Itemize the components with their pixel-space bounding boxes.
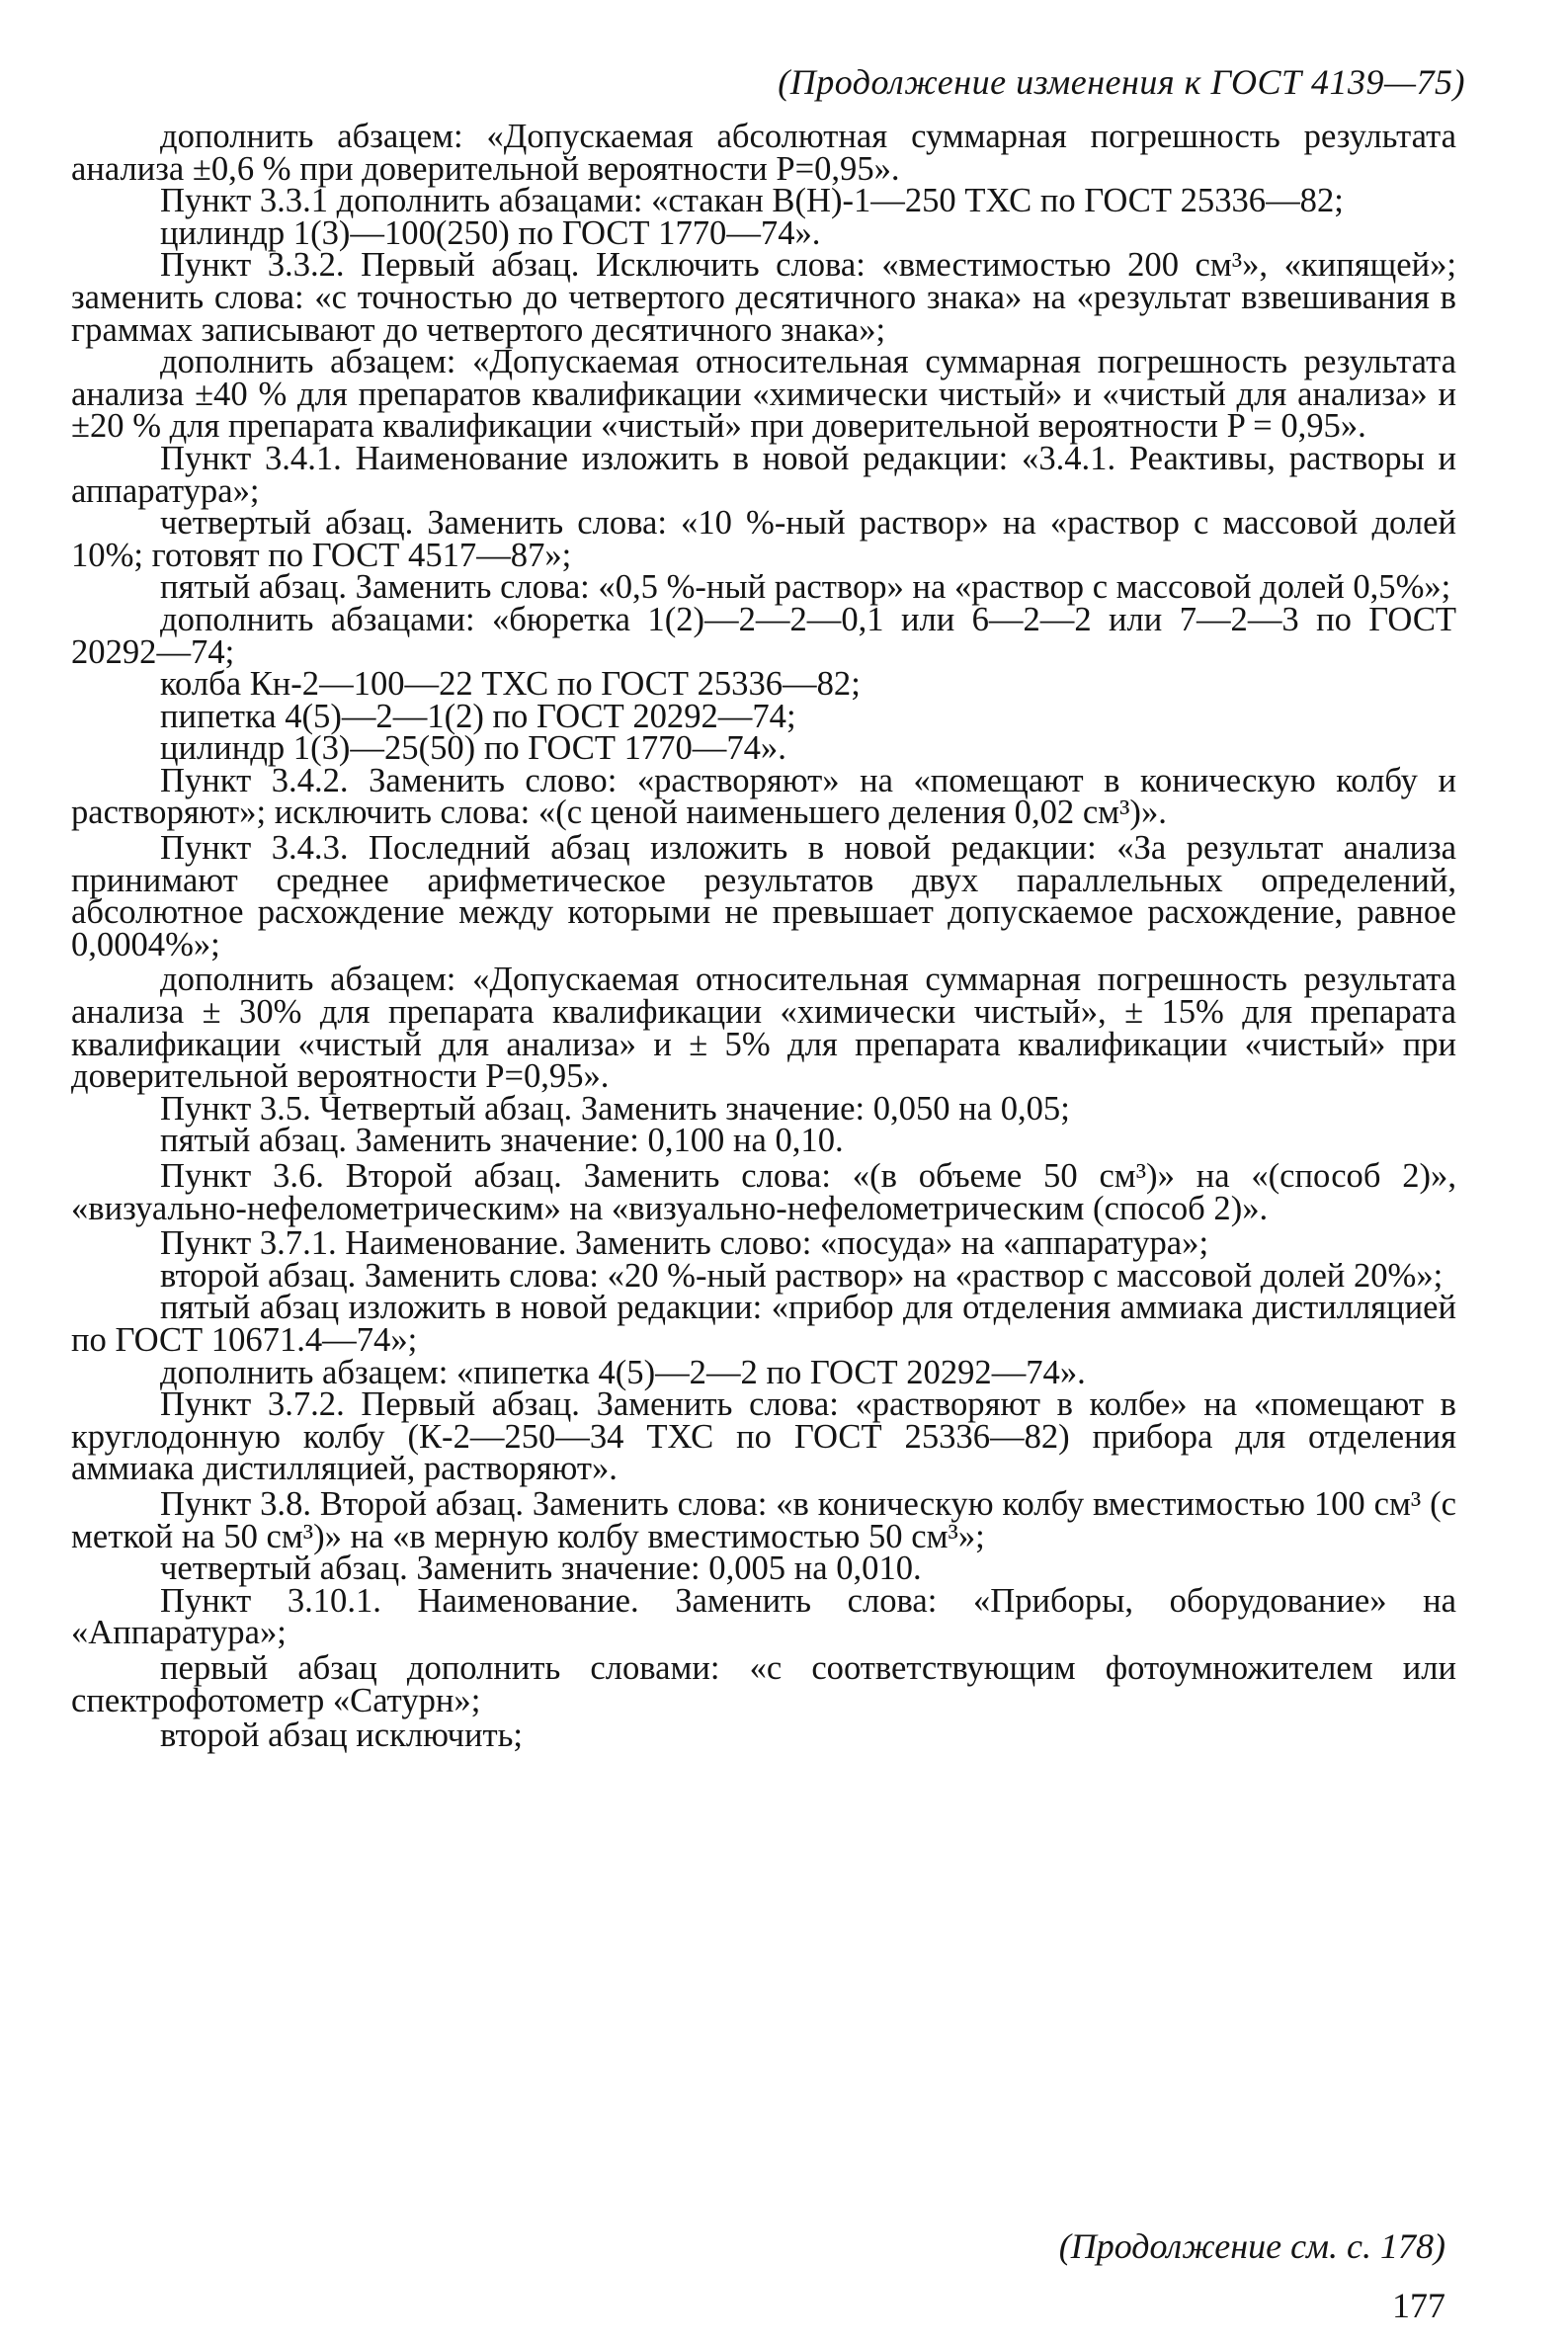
paragraph: четвертый абзац. Заменить значение: 0,005 на 0,010. — [160, 1549, 922, 1588]
paragraph: Пункт 3.4.3. Последний абзац изложить в новой редакции: «За результат анализа принимают среднее арифметическое результатов двух параллельных определений, абсолютное расхождение между которыми не превышает допускаемое расхождение, равное 0,0004%»; — [71, 829, 1456, 963]
paragraph: Пункт 3.3.1 дополнить абзацами: «стакан В(Н)-1—250 ТХС по ГОСТ 25336—82; — [160, 182, 1344, 220]
paragraph: Пункт 3.5. Четвертый абзац. Заменить значение: 0,050 на 0,05; — [160, 1089, 1070, 1128]
paragraph: Пункт 3.4.2. Заменить слово: «растворяют» на «помещают в коническую колбу и растворяют»; исключить слова: «(с ценой наименьшего деления 0,02 см³)». — [71, 761, 1456, 832]
paragraph: пятый абзац. Заменить слова: «0,5 %-ный раствор» на «раствор с массовой долей 0,5%»; — [160, 568, 1451, 607]
paragraph: дополнить абзацем: «Допускаемая относительная суммарная погрешность результата анализа ± 30% для препарата квалификации «химически чистый», ± 15% для препарата квалификации «чистый для анализа» и ± 5% для препарата квалификации «чистый» при доверительной вероятности P=0,95». — [71, 961, 1456, 1096]
paragraph: Пункт 3.8. Второй абзац. Заменить слова: «в коническую колбу вместимостью 100 см³ (с меткой на 50 см³)» на «в мерную колбу вместимостью 50 см³»; — [71, 1484, 1456, 1555]
paragraph: колба Кн-2—100—22 ТХС по ГОСТ 25336—82; — [160, 665, 861, 704]
continuation-footer: (Продолжение см. с. 178) — [1058, 2226, 1445, 2266]
paragraph: Пункт 3.3.2. Первый абзац. Исключить слова: «вместимостью 200 см³», «кипящей»; заменить слова: «с точностью до четвертого десятичного знака» на «результат взвешивания в граммах записывают до четвертого десятичного знака»; — [71, 246, 1456, 349]
paragraph: первый абзац дополнить словами: «с соответствующим фотоумножителем или спектрофотометр «Сатурн»; — [71, 1648, 1456, 1719]
paragraph: цилиндр 1(3)—100(250) по ГОСТ 1770—74». — [160, 213, 821, 252]
paragraph: Пункт 3.7.1. Наименование. Заменить слово: «посуда» на «аппаратура»; — [160, 1224, 1209, 1263]
paragraph: дополнить абзацами: «бюретка 1(2)—2—2—0,1 или 6—2—2 или 7—2—3 по ГОСТ 20292—74; — [71, 600, 1456, 671]
amendment-text — [71, 118, 1456, 1755]
paragraph: пятый абзац изложить в новой редакции: «прибор для отделения аммиака дистилляцией по ГОСТ 10671.4—74»; — [71, 1289, 1456, 1359]
paragraph: четвертый абзац. Заменить слова: «10 %-ный раствор» на «раствор с массовой долей 10%; готовят по ГОСТ 4517—87»; — [71, 504, 1456, 574]
paragraph: Пункт 3.4.1. Наименование изложить в новой редакции: «3.4.1. Реактивы, растворы и аппаратура»; — [71, 439, 1456, 510]
paragraph: пятый абзац. Заменить значение: 0,100 на 0,10. — [160, 1122, 844, 1160]
paragraph: дополнить абзацем: «Допускаемая абсолютная суммарная погрешность результата анализа ±0,6 % при доверительной вероятности P=0,95». — [71, 118, 1456, 188]
paragraph: цилиндр 1(3)—25(50) по ГОСТ 1770—74». — [160, 729, 786, 768]
paragraph: пипетка 4(5)—2—1(2) по ГОСТ 20292—74; — [160, 697, 796, 735]
page-number: 177 — [1392, 2286, 1445, 2325]
continuation-header: (Продолжение изменения к ГОСТ 4139—75) — [778, 62, 1465, 102]
paragraph: Пункт 3.6. Второй абзац. Заменить слова: «(в объеме 50 см³)» на «(способ 2)», «визуально-нефелометрическим» на «визуально-нефелометрическим (способ 2)». — [71, 1157, 1456, 1227]
paragraph: Пункт 3.10.1. Наименование. Заменить слова: «Приборы, оборудование» на «Аппаратура»; — [71, 1581, 1456, 1652]
paragraph: Пункт 3.7.2. Первый абзац. Заменить слова: «растворяют в колбе» на «помещают в круглодонную колбу (К-2—250—34 ТХС по ГОСТ 25336—82) прибора для отделения аммиака дистилляцией, растворяют». — [71, 1385, 1456, 1488]
paragraph: второй абзац. Заменить слова: «20 %-ный раствор» на «раствор с массовой долей 20%»; — [160, 1256, 1444, 1295]
paragraph: дополнить абзацем: «Допускаемая относительная суммарная погрешность результата анализа ±40 % для препаратов квалификации «химически чистый» и «чистый для анализа» и ±20 % для препарата квалификации «чистый» при доверительной вероятности P = 0,95». — [71, 343, 1456, 446]
paragraph: второй абзац исключить; — [160, 1716, 524, 1755]
paragraph: дополнить абзацем: «пипетка 4(5)—2—2 по ГОСТ 20292—74». — [160, 1353, 1086, 1391]
